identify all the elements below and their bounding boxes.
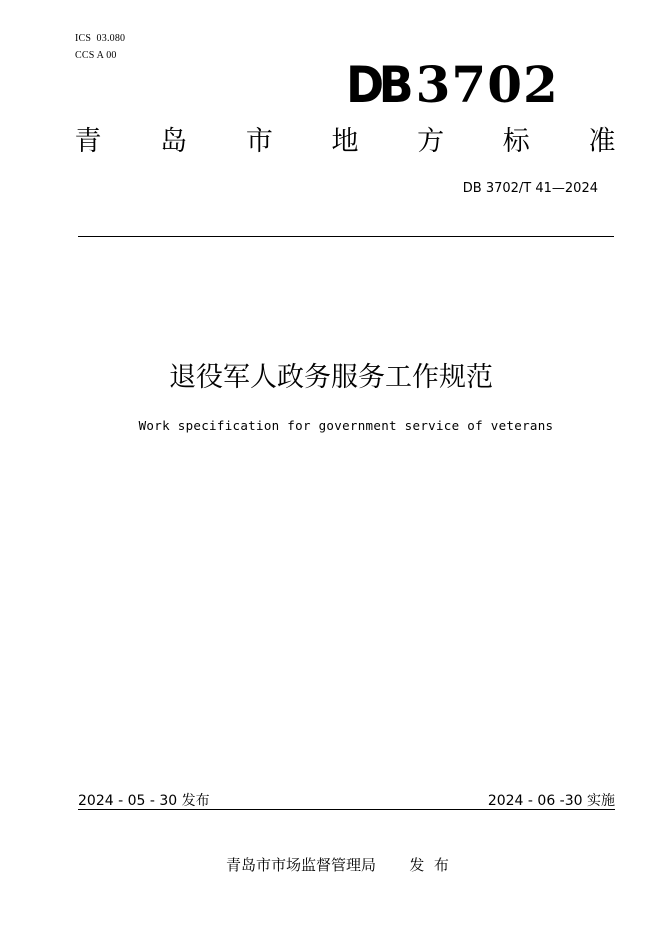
standard-type-char: 地 (331, 126, 359, 157)
document-title-zh: 退役军人政务服务工作规范 (169, 362, 493, 393)
standard-code: DB 3702/T 41—2024 (462, 181, 598, 196)
top-divider (78, 236, 614, 237)
standard-type-char: 岛 (160, 126, 188, 157)
ics-code: ICS 03.080 (75, 33, 126, 44)
ccs-code: CCS A 00 (75, 50, 117, 61)
standard-type-char: 青 (74, 126, 102, 157)
standard-type (60, 126, 630, 158)
publish-date: 2024 - 05 - 30 发布 (78, 793, 210, 809)
db-logo-number: 3702 (415, 55, 559, 114)
standard-type-char: 标 (502, 126, 530, 157)
standard-type-char: 准 (588, 126, 616, 157)
db-logo (346, 55, 559, 114)
bottom-divider (78, 809, 615, 810)
standard-type-char: 市 (245, 126, 273, 157)
db-logo-letters: DB (346, 56, 409, 114)
issuer: 青岛市市场监督管理局 发 布 (226, 856, 449, 874)
standard-type-char: 方 (417, 126, 445, 157)
document-title-en: Work specification for government service of veterans (138, 418, 554, 433)
implementation-date: 2024 - 06 -30 实施 (487, 793, 615, 809)
